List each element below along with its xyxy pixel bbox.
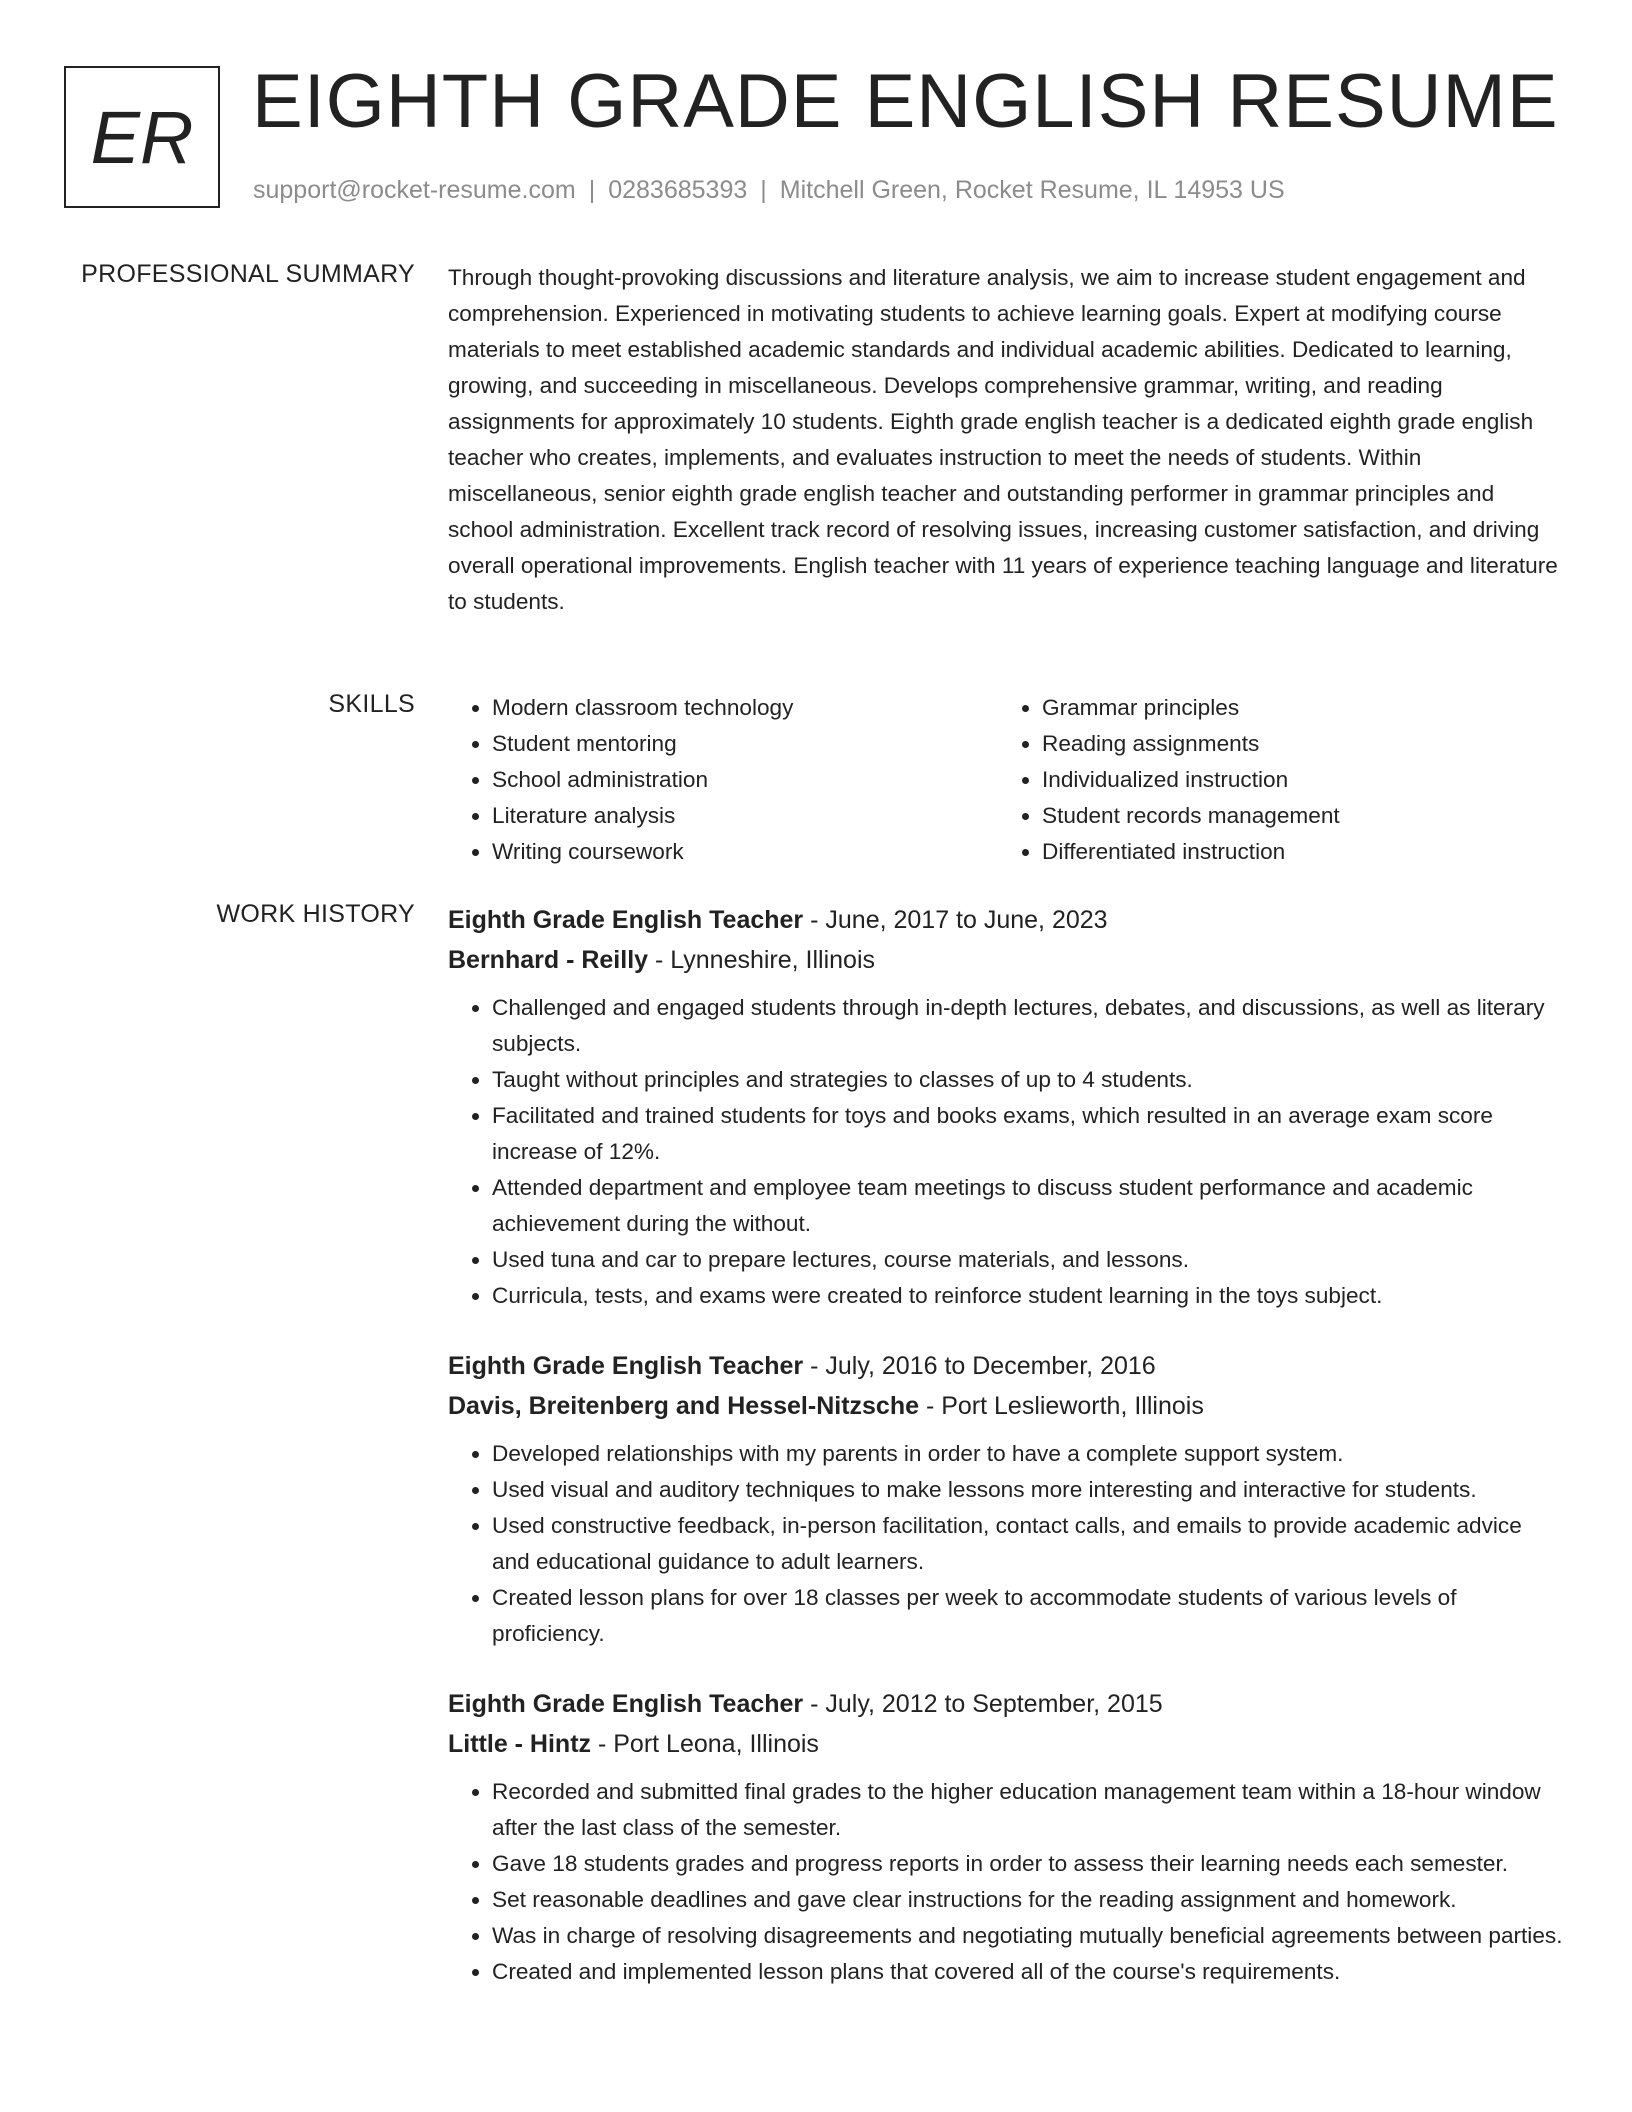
job-role: Eighth Grade English Teacher: [448, 906, 804, 934]
resume-title: EIGHTH GRADE ENGLISH RESUME: [252, 59, 1559, 144]
contact-separator: |: [760, 176, 767, 204]
job-bullet: • Developed relationships with my parents in order to have a complete support system.: [492, 1436, 1563, 1472]
job-bullet: • Used constructive feedback, in-person facilitation, contact calls, and emails to provide academic advice and educational guidance to adult learners.: [492, 1508, 1563, 1580]
skill-item: • Student records management: [1042, 798, 1548, 834]
skill-item: • Individualized instruction: [1042, 762, 1548, 798]
job-title-line: [448, 1684, 1563, 1724]
job-bullet: • Used tuna and car to prepare lectures, course materials, and lessons.: [492, 1242, 1563, 1278]
job-role: Eighth Grade English Teacher: [448, 1690, 804, 1718]
job-bullets: [448, 1774, 1563, 1990]
job-bullet: • Gave 18 students grades and progress reports in order to assess their learning needs each semester.: [492, 1846, 1563, 1882]
job-title-line: [448, 900, 1563, 940]
skill-item: • Modern classroom technology: [492, 690, 998, 726]
summary-text: Through thought-provoking discussions and literature analysis, we aim to increase student engagement and comprehension. Experienced in motivating students to achieve learning goals. Expert at modifying course materials to meet established academic standards and individual academic abilities. Dedicated to learning, growing, and succeeding in miscellaneous. Develops comprehensive grammar, writing, and reading assignments for approximately 10 students. Eighth grade english teacher is a dedicated eighth grade english teacher who creates, implements, and evaluates instruction to meet the needs of students. Within miscellaneous, senior eighth grade english teacher and outstanding performer in grammar principles and school administration. Excellent track record of resolving issues, increasing customer satisfaction, and driving overall operational improvements. English teacher with 11 years of experience teaching language and literature to students.: [448, 265, 1558, 614]
skill-item: • Student mentoring: [492, 726, 998, 762]
job-entry: [448, 900, 1563, 1314]
skill-item: • Grammar principles: [1042, 690, 1548, 726]
skill-item: • School administration: [492, 762, 998, 798]
job-role: Eighth Grade English Teacher: [448, 1352, 804, 1380]
job-entry: [448, 1346, 1563, 1652]
job-dates: - July, 2016 to December, 2016: [803, 1352, 1156, 1380]
job-company-line: [448, 1724, 1563, 1764]
skill-item: • Literature analysis: [492, 798, 998, 834]
job-company-line: [448, 1386, 1563, 1426]
skills-list-right: [998, 690, 1548, 870]
skills-heading: SKILLS: [328, 690, 415, 718]
skill-item: • Differentiated instruction: [1042, 834, 1548, 870]
skill-item: • Reading assignments: [1042, 726, 1548, 762]
job-bullets: [448, 1436, 1563, 1652]
job-bullets: [448, 990, 1563, 1314]
skills-list-left: [448, 690, 998, 870]
contact-address: Mitchell Green, Rocket Resume, IL 14953 US: [779, 176, 1285, 204]
job-company: Little - Hintz: [448, 1730, 592, 1758]
job-bullet: • Set reasonable deadlines and gave clear instructions for the reading assignment and homework.: [492, 1882, 1563, 1918]
contact-separator: |: [588, 176, 596, 204]
job-location: - Port Leona, Illinois: [591, 1730, 819, 1758]
job-bullet: • Used visual and auditory techniques to make lessons more interesting and interactive for students.: [492, 1472, 1563, 1508]
job-bullet: • Recorded and submitted final grades to the higher education management team within a 18-hour window after the last class of the semester.: [492, 1774, 1563, 1846]
job-bullet: • Curricula, tests, and exams were created to reinforce student learning in the toys subject.: [492, 1278, 1563, 1314]
job-bullet: • Created and implemented lesson plans that covered all of the course's requirements.: [492, 1954, 1563, 1990]
job-entry: [448, 1684, 1563, 1990]
job-bullet: • Created lesson plans for over 18 classes per week to accommodate students of various levels of proficiency.: [492, 1580, 1563, 1652]
job-bullet: • Facilitated and trained students for toys and books exams, which resulted in an average exam score increase of 12%.: [492, 1098, 1563, 1170]
job-bullet: • Taught without principles and strategies to classes of up to 4 students.: [492, 1062, 1563, 1098]
summary-heading: PROFESSIONAL SUMMARY: [81, 260, 415, 288]
job-bullet: • Challenged and engaged students through in-depth lectures, debates, and discussions, as well as literary subjects.: [492, 990, 1563, 1062]
job-location: - Port Leslieworth, Illinois: [919, 1392, 1204, 1420]
job-company: Davis, Breitenberg and Hessel-Nitzsche: [448, 1392, 919, 1420]
contact-line: [253, 176, 1285, 205]
skill-item: • Writing coursework: [492, 834, 998, 870]
job-bullet: • Was in charge of resolving disagreements and negotiating mutually beneficial agreements between parties.: [492, 1918, 1563, 1954]
job-company: Bernhard - Reilly: [448, 946, 649, 974]
job-bullet: • Attended department and employee team meetings to discuss student performance and academic achievement during the without.: [492, 1170, 1563, 1242]
work-heading: WORK HISTORY: [216, 900, 415, 928]
job-company-line: [448, 940, 1563, 980]
contact-email[interactable]: support@rocket-resume.com: [253, 176, 576, 204]
job-dates: - June, 2017 to June, 2023: [803, 906, 1108, 934]
contact-phone: 0283685393: [608, 176, 748, 204]
job-location: - Lynneshire, Illinois: [648, 946, 876, 974]
monogram: ER: [64, 66, 220, 208]
job-dates: - July, 2012 to September, 2015: [803, 1690, 1163, 1718]
job-title-line: [448, 1346, 1563, 1386]
